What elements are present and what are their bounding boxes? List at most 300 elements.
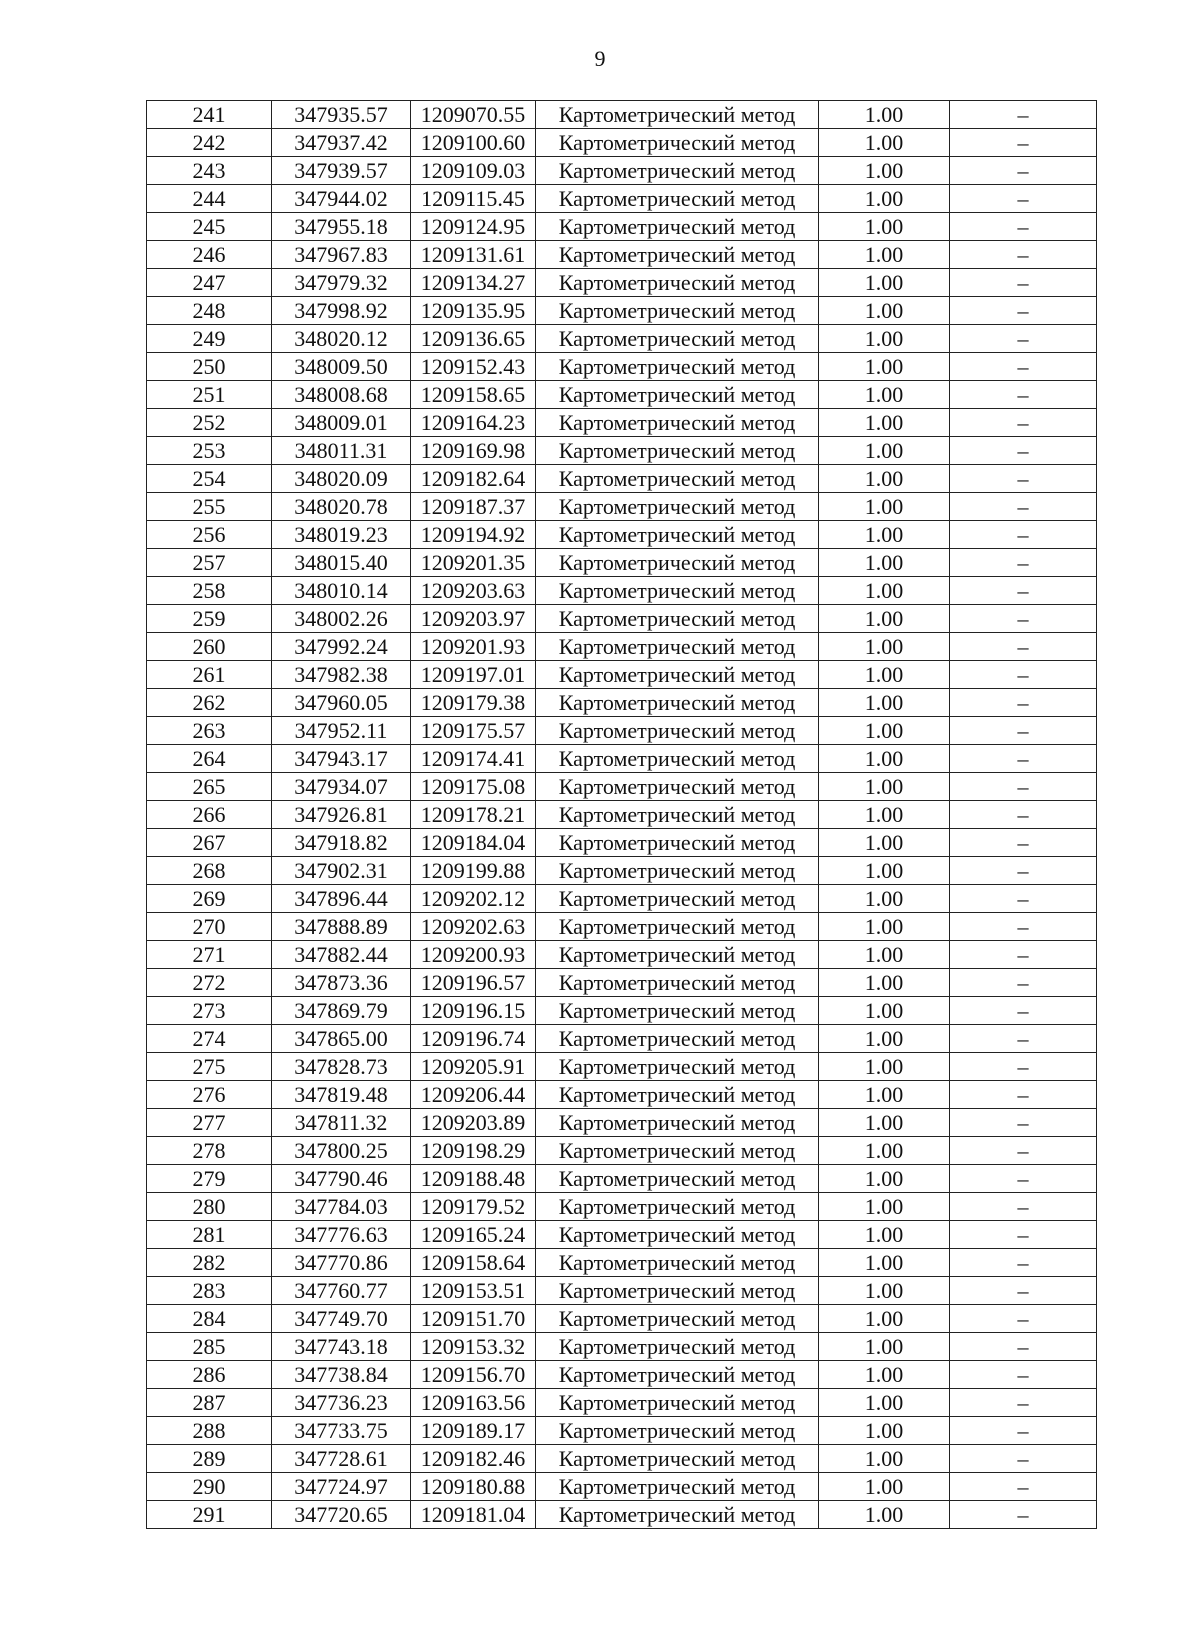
description-cell: – bbox=[950, 241, 1097, 269]
x-coordinate-cell: 347865.00 bbox=[272, 1025, 411, 1053]
table-row bbox=[147, 997, 1097, 1025]
y-coordinate-cell: 1209198.29 bbox=[411, 1137, 536, 1165]
y-coordinate-cell: 1209131.61 bbox=[411, 241, 536, 269]
x-coordinate-cell: 347882.44 bbox=[272, 941, 411, 969]
point-number-cell: 263 bbox=[147, 717, 272, 745]
y-coordinate-cell: 1209203.97 bbox=[411, 605, 536, 633]
table-row bbox=[147, 1109, 1097, 1137]
description-cell: – bbox=[950, 1081, 1097, 1109]
description-cell: – bbox=[950, 1193, 1097, 1221]
description-cell: – bbox=[950, 353, 1097, 381]
description-cell: – bbox=[950, 1389, 1097, 1417]
description-cell: – bbox=[950, 941, 1097, 969]
method-cell: Картометрический метод bbox=[536, 1417, 819, 1445]
coordinates-table bbox=[146, 100, 1097, 1529]
x-coordinate-cell: 347888.89 bbox=[272, 913, 411, 941]
description-cell: – bbox=[950, 1165, 1097, 1193]
y-coordinate-cell: 1209100.60 bbox=[411, 129, 536, 157]
table-row bbox=[147, 1417, 1097, 1445]
y-coordinate-cell: 1209182.46 bbox=[411, 1445, 536, 1473]
table-row bbox=[147, 1221, 1097, 1249]
description-cell: – bbox=[950, 409, 1097, 437]
x-coordinate-cell: 347738.84 bbox=[272, 1361, 411, 1389]
table-row bbox=[147, 1249, 1097, 1277]
point-number-cell: 259 bbox=[147, 605, 272, 633]
method-cell: Картометрический метод bbox=[536, 297, 819, 325]
y-coordinate-cell: 1209188.48 bbox=[411, 1165, 536, 1193]
y-coordinate-cell: 1209152.43 bbox=[411, 353, 536, 381]
accuracy-cell: 1.00 bbox=[819, 465, 950, 493]
point-number-cell: 291 bbox=[147, 1501, 272, 1529]
accuracy-cell: 1.00 bbox=[819, 605, 950, 633]
point-number-cell: 261 bbox=[147, 661, 272, 689]
description-cell: – bbox=[950, 493, 1097, 521]
x-coordinate-cell: 347934.07 bbox=[272, 773, 411, 801]
accuracy-cell: 1.00 bbox=[819, 297, 950, 325]
description-cell: – bbox=[950, 1445, 1097, 1473]
y-coordinate-cell: 1209174.41 bbox=[411, 745, 536, 773]
point-number-cell: 267 bbox=[147, 829, 272, 857]
y-coordinate-cell: 1209158.64 bbox=[411, 1249, 536, 1277]
y-coordinate-cell: 1209178.21 bbox=[411, 801, 536, 829]
table-row bbox=[147, 493, 1097, 521]
description-cell: – bbox=[950, 1109, 1097, 1137]
y-coordinate-cell: 1209153.51 bbox=[411, 1277, 536, 1305]
x-coordinate-cell: 347943.17 bbox=[272, 745, 411, 773]
y-coordinate-cell: 1209181.04 bbox=[411, 1501, 536, 1529]
x-coordinate-cell: 348008.68 bbox=[272, 381, 411, 409]
method-cell: Картометрический метод bbox=[536, 129, 819, 157]
y-coordinate-cell: 1209196.74 bbox=[411, 1025, 536, 1053]
x-coordinate-cell: 347939.57 bbox=[272, 157, 411, 185]
x-coordinate-cell: 347736.23 bbox=[272, 1389, 411, 1417]
accuracy-cell: 1.00 bbox=[819, 745, 950, 773]
point-number-cell: 288 bbox=[147, 1417, 272, 1445]
accuracy-cell: 1.00 bbox=[819, 185, 950, 213]
table-row bbox=[147, 689, 1097, 717]
method-cell: Картометрический метод bbox=[536, 633, 819, 661]
x-coordinate-cell: 347733.75 bbox=[272, 1417, 411, 1445]
accuracy-cell: 1.00 bbox=[819, 1361, 950, 1389]
table-row bbox=[147, 549, 1097, 577]
x-coordinate-cell: 347944.02 bbox=[272, 185, 411, 213]
method-cell: Картометрический метод bbox=[536, 213, 819, 241]
method-cell: Картометрический метод bbox=[536, 1025, 819, 1053]
method-cell: Картометрический метод bbox=[536, 745, 819, 773]
method-cell: Картометрический метод bbox=[536, 661, 819, 689]
description-cell: – bbox=[950, 1501, 1097, 1529]
point-number-cell: 243 bbox=[147, 157, 272, 185]
table-row bbox=[147, 185, 1097, 213]
method-cell: Картометрический метод bbox=[536, 997, 819, 1025]
point-number-cell: 284 bbox=[147, 1305, 272, 1333]
table-row bbox=[147, 1389, 1097, 1417]
accuracy-cell: 1.00 bbox=[819, 1221, 950, 1249]
point-number-cell: 260 bbox=[147, 633, 272, 661]
method-cell: Картометрический метод bbox=[536, 1053, 819, 1081]
x-coordinate-cell: 347760.77 bbox=[272, 1277, 411, 1305]
table-row bbox=[147, 269, 1097, 297]
accuracy-cell: 1.00 bbox=[819, 101, 950, 129]
x-coordinate-cell: 347992.24 bbox=[272, 633, 411, 661]
table-row bbox=[147, 325, 1097, 353]
accuracy-cell: 1.00 bbox=[819, 1109, 950, 1137]
accuracy-cell: 1.00 bbox=[819, 1053, 950, 1081]
x-coordinate-cell: 347998.92 bbox=[272, 297, 411, 325]
y-coordinate-cell: 1209165.24 bbox=[411, 1221, 536, 1249]
accuracy-cell: 1.00 bbox=[819, 829, 950, 857]
description-cell: – bbox=[950, 1249, 1097, 1277]
y-coordinate-cell: 1209200.93 bbox=[411, 941, 536, 969]
point-number-cell: 258 bbox=[147, 577, 272, 605]
accuracy-cell: 1.00 bbox=[819, 521, 950, 549]
point-number-cell: 281 bbox=[147, 1221, 272, 1249]
x-coordinate-cell: 347873.36 bbox=[272, 969, 411, 997]
y-coordinate-cell: 1209203.63 bbox=[411, 577, 536, 605]
y-coordinate-cell: 1209182.64 bbox=[411, 465, 536, 493]
y-coordinate-cell: 1209136.65 bbox=[411, 325, 536, 353]
method-cell: Картометрический метод bbox=[536, 269, 819, 297]
method-cell: Картометрический метод bbox=[536, 1221, 819, 1249]
point-number-cell: 290 bbox=[147, 1473, 272, 1501]
accuracy-cell: 1.00 bbox=[819, 913, 950, 941]
y-coordinate-cell: 1209124.95 bbox=[411, 213, 536, 241]
x-coordinate-cell: 347926.81 bbox=[272, 801, 411, 829]
method-cell: Картометрический метод bbox=[536, 857, 819, 885]
point-number-cell: 279 bbox=[147, 1165, 272, 1193]
table-row bbox=[147, 1305, 1097, 1333]
x-coordinate-cell: 347776.63 bbox=[272, 1221, 411, 1249]
x-coordinate-cell: 348015.40 bbox=[272, 549, 411, 577]
accuracy-cell: 1.00 bbox=[819, 157, 950, 185]
method-cell: Картометрический метод bbox=[536, 577, 819, 605]
accuracy-cell: 1.00 bbox=[819, 493, 950, 521]
method-cell: Картометрический метод bbox=[536, 941, 819, 969]
x-coordinate-cell: 348011.31 bbox=[272, 437, 411, 465]
method-cell: Картометрический метод bbox=[536, 605, 819, 633]
y-coordinate-cell: 1209134.27 bbox=[411, 269, 536, 297]
method-cell: Картометрический метод bbox=[536, 1109, 819, 1137]
y-coordinate-cell: 1209179.52 bbox=[411, 1193, 536, 1221]
accuracy-cell: 1.00 bbox=[819, 857, 950, 885]
point-number-cell: 246 bbox=[147, 241, 272, 269]
page-number: 9 bbox=[594, 46, 606, 71]
description-cell: – bbox=[950, 689, 1097, 717]
method-cell: Картометрический метод bbox=[536, 493, 819, 521]
point-number-cell: 251 bbox=[147, 381, 272, 409]
table-row bbox=[147, 465, 1097, 493]
point-number-cell: 275 bbox=[147, 1053, 272, 1081]
point-number-cell: 283 bbox=[147, 1277, 272, 1305]
method-cell: Картометрический метод bbox=[536, 913, 819, 941]
method-cell: Картометрический метод bbox=[536, 1445, 819, 1473]
accuracy-cell: 1.00 bbox=[819, 1445, 950, 1473]
description-cell: – bbox=[950, 857, 1097, 885]
method-cell: Картометрический метод bbox=[536, 689, 819, 717]
y-coordinate-cell: 1209189.17 bbox=[411, 1417, 536, 1445]
description-cell: – bbox=[950, 465, 1097, 493]
accuracy-cell: 1.00 bbox=[819, 1025, 950, 1053]
description-cell: – bbox=[950, 829, 1097, 857]
description-cell: – bbox=[950, 185, 1097, 213]
accuracy-cell: 1.00 bbox=[819, 885, 950, 913]
description-cell: – bbox=[950, 1053, 1097, 1081]
description-cell: – bbox=[950, 745, 1097, 773]
y-coordinate-cell: 1209164.23 bbox=[411, 409, 536, 437]
description-cell: – bbox=[950, 1305, 1097, 1333]
method-cell: Картометрический метод bbox=[536, 437, 819, 465]
point-number-cell: 289 bbox=[147, 1445, 272, 1473]
method-cell: Картометрический метод bbox=[536, 1249, 819, 1277]
x-coordinate-cell: 347720.65 bbox=[272, 1501, 411, 1529]
x-coordinate-cell: 347790.46 bbox=[272, 1165, 411, 1193]
x-coordinate-cell: 347743.18 bbox=[272, 1333, 411, 1361]
accuracy-cell: 1.00 bbox=[819, 1081, 950, 1109]
point-number-cell: 247 bbox=[147, 269, 272, 297]
table-row bbox=[147, 857, 1097, 885]
point-number-cell: 250 bbox=[147, 353, 272, 381]
x-coordinate-cell: 347828.73 bbox=[272, 1053, 411, 1081]
y-coordinate-cell: 1209115.45 bbox=[411, 185, 536, 213]
method-cell: Картометрический метод bbox=[536, 409, 819, 437]
accuracy-cell: 1.00 bbox=[819, 689, 950, 717]
description-cell: – bbox=[950, 969, 1097, 997]
accuracy-cell: 1.00 bbox=[819, 1501, 950, 1529]
y-coordinate-cell: 1209153.32 bbox=[411, 1333, 536, 1361]
method-cell: Картометрический метод bbox=[536, 969, 819, 997]
y-coordinate-cell: 1209135.95 bbox=[411, 297, 536, 325]
accuracy-cell: 1.00 bbox=[819, 661, 950, 689]
description-cell: – bbox=[950, 1473, 1097, 1501]
description-cell: – bbox=[950, 661, 1097, 689]
x-coordinate-cell: 347811.32 bbox=[272, 1109, 411, 1137]
x-coordinate-cell: 347770.86 bbox=[272, 1249, 411, 1277]
description-cell: – bbox=[950, 437, 1097, 465]
accuracy-cell: 1.00 bbox=[819, 1333, 950, 1361]
point-number-cell: 273 bbox=[147, 997, 272, 1025]
table-row bbox=[147, 633, 1097, 661]
y-coordinate-cell: 1209151.70 bbox=[411, 1305, 536, 1333]
accuracy-cell: 1.00 bbox=[819, 1277, 950, 1305]
table-row bbox=[147, 157, 1097, 185]
method-cell: Картометрический метод bbox=[536, 1361, 819, 1389]
description-cell: – bbox=[950, 1361, 1097, 1389]
description-cell: – bbox=[950, 1137, 1097, 1165]
point-number-cell: 241 bbox=[147, 101, 272, 129]
table-row bbox=[147, 969, 1097, 997]
table-row bbox=[147, 1193, 1097, 1221]
x-coordinate-cell: 347724.97 bbox=[272, 1473, 411, 1501]
description-cell: – bbox=[950, 913, 1097, 941]
point-number-cell: 287 bbox=[147, 1389, 272, 1417]
method-cell: Картометрический метод bbox=[536, 717, 819, 745]
table-row bbox=[147, 129, 1097, 157]
x-coordinate-cell: 347952.11 bbox=[272, 717, 411, 745]
method-cell: Картометрический метод bbox=[536, 885, 819, 913]
y-coordinate-cell: 1209187.37 bbox=[411, 493, 536, 521]
table-row bbox=[147, 1277, 1097, 1305]
method-cell: Картометрический метод bbox=[536, 1165, 819, 1193]
x-coordinate-cell: 347937.42 bbox=[272, 129, 411, 157]
method-cell: Картометрический метод bbox=[536, 185, 819, 213]
table-row bbox=[147, 1501, 1097, 1529]
y-coordinate-cell: 1209163.56 bbox=[411, 1389, 536, 1417]
y-coordinate-cell: 1209175.08 bbox=[411, 773, 536, 801]
point-number-cell: 264 bbox=[147, 745, 272, 773]
accuracy-cell: 1.00 bbox=[819, 577, 950, 605]
method-cell: Картометрический метод bbox=[536, 1277, 819, 1305]
table-row bbox=[147, 409, 1097, 437]
accuracy-cell: 1.00 bbox=[819, 269, 950, 297]
table-row bbox=[147, 801, 1097, 829]
y-coordinate-cell: 1209158.65 bbox=[411, 381, 536, 409]
description-cell: – bbox=[950, 1221, 1097, 1249]
y-coordinate-cell: 1209184.04 bbox=[411, 829, 536, 857]
y-coordinate-cell: 1209175.57 bbox=[411, 717, 536, 745]
table-row bbox=[147, 941, 1097, 969]
accuracy-cell: 1.00 bbox=[819, 941, 950, 969]
x-coordinate-cell: 348009.50 bbox=[272, 353, 411, 381]
accuracy-cell: 1.00 bbox=[819, 129, 950, 157]
point-number-cell: 265 bbox=[147, 773, 272, 801]
accuracy-cell: 1.00 bbox=[819, 1389, 950, 1417]
point-number-cell: 266 bbox=[147, 801, 272, 829]
method-cell: Картометрический метод bbox=[536, 829, 819, 857]
table-row bbox=[147, 381, 1097, 409]
description-cell: – bbox=[950, 297, 1097, 325]
table-row bbox=[147, 885, 1097, 913]
table-row bbox=[147, 1165, 1097, 1193]
y-coordinate-cell: 1209156.70 bbox=[411, 1361, 536, 1389]
point-number-cell: 262 bbox=[147, 689, 272, 717]
point-number-cell: 270 bbox=[147, 913, 272, 941]
description-cell: – bbox=[950, 101, 1097, 129]
table-row bbox=[147, 1361, 1097, 1389]
coordinates-table-body bbox=[147, 101, 1097, 1529]
accuracy-cell: 1.00 bbox=[819, 213, 950, 241]
table-row bbox=[147, 1445, 1097, 1473]
accuracy-cell: 1.00 bbox=[819, 717, 950, 745]
accuracy-cell: 1.00 bbox=[819, 1473, 950, 1501]
y-coordinate-cell: 1209201.35 bbox=[411, 549, 536, 577]
y-coordinate-cell: 1209180.88 bbox=[411, 1473, 536, 1501]
description-cell: – bbox=[950, 633, 1097, 661]
table-row bbox=[147, 1473, 1097, 1501]
y-coordinate-cell: 1209205.91 bbox=[411, 1053, 536, 1081]
description-cell: – bbox=[950, 773, 1097, 801]
x-coordinate-cell: 347979.32 bbox=[272, 269, 411, 297]
x-coordinate-cell: 347800.25 bbox=[272, 1137, 411, 1165]
accuracy-cell: 1.00 bbox=[819, 437, 950, 465]
x-coordinate-cell: 347918.82 bbox=[272, 829, 411, 857]
point-number-cell: 277 bbox=[147, 1109, 272, 1137]
method-cell: Картометрический метод bbox=[536, 1081, 819, 1109]
method-cell: Картометрический метод bbox=[536, 1473, 819, 1501]
accuracy-cell: 1.00 bbox=[819, 241, 950, 269]
x-coordinate-cell: 347896.44 bbox=[272, 885, 411, 913]
table-row bbox=[147, 605, 1097, 633]
table-row bbox=[147, 353, 1097, 381]
description-cell: – bbox=[950, 1277, 1097, 1305]
table-row bbox=[147, 1333, 1097, 1361]
point-number-cell: 253 bbox=[147, 437, 272, 465]
method-cell: Картометрический метод bbox=[536, 1305, 819, 1333]
description-cell: – bbox=[950, 1333, 1097, 1361]
accuracy-cell: 1.00 bbox=[819, 1417, 950, 1445]
description-cell: – bbox=[950, 1417, 1097, 1445]
method-cell: Картометрический метод bbox=[536, 1193, 819, 1221]
accuracy-cell: 1.00 bbox=[819, 549, 950, 577]
accuracy-cell: 1.00 bbox=[819, 409, 950, 437]
x-coordinate-cell: 347982.38 bbox=[272, 661, 411, 689]
x-coordinate-cell: 347935.57 bbox=[272, 101, 411, 129]
x-coordinate-cell: 347960.05 bbox=[272, 689, 411, 717]
accuracy-cell: 1.00 bbox=[819, 773, 950, 801]
point-number-cell: 249 bbox=[147, 325, 272, 353]
point-number-cell: 242 bbox=[147, 129, 272, 157]
method-cell: Картометрический метод bbox=[536, 241, 819, 269]
x-coordinate-cell: 348019.23 bbox=[272, 521, 411, 549]
table-row bbox=[147, 773, 1097, 801]
accuracy-cell: 1.00 bbox=[819, 801, 950, 829]
table-row bbox=[147, 1025, 1097, 1053]
description-cell: – bbox=[950, 213, 1097, 241]
x-coordinate-cell: 348010.14 bbox=[272, 577, 411, 605]
accuracy-cell: 1.00 bbox=[819, 997, 950, 1025]
y-coordinate-cell: 1209179.38 bbox=[411, 689, 536, 717]
point-number-cell: 256 bbox=[147, 521, 272, 549]
x-coordinate-cell: 347784.03 bbox=[272, 1193, 411, 1221]
point-number-cell: 268 bbox=[147, 857, 272, 885]
point-number-cell: 276 bbox=[147, 1081, 272, 1109]
description-cell: – bbox=[950, 801, 1097, 829]
point-number-cell: 280 bbox=[147, 1193, 272, 1221]
table-row bbox=[147, 241, 1097, 269]
point-number-cell: 282 bbox=[147, 1249, 272, 1277]
y-coordinate-cell: 1209202.12 bbox=[411, 885, 536, 913]
point-number-cell: 272 bbox=[147, 969, 272, 997]
x-coordinate-cell: 348020.09 bbox=[272, 465, 411, 493]
x-coordinate-cell: 348020.12 bbox=[272, 325, 411, 353]
table-row bbox=[147, 1081, 1097, 1109]
method-cell: Картометрический метод bbox=[536, 801, 819, 829]
table-row bbox=[147, 717, 1097, 745]
method-cell: Картометрический метод bbox=[536, 465, 819, 493]
x-coordinate-cell: 347955.18 bbox=[272, 213, 411, 241]
x-coordinate-cell: 347902.31 bbox=[272, 857, 411, 885]
table-row bbox=[147, 213, 1097, 241]
point-number-cell: 286 bbox=[147, 1361, 272, 1389]
method-cell: Картометрический метод bbox=[536, 381, 819, 409]
y-coordinate-cell: 1209201.93 bbox=[411, 633, 536, 661]
description-cell: – bbox=[950, 325, 1097, 353]
table-row bbox=[147, 101, 1097, 129]
y-coordinate-cell: 1209169.98 bbox=[411, 437, 536, 465]
y-coordinate-cell: 1209203.89 bbox=[411, 1109, 536, 1137]
x-coordinate-cell: 348020.78 bbox=[272, 493, 411, 521]
y-coordinate-cell: 1209109.03 bbox=[411, 157, 536, 185]
accuracy-cell: 1.00 bbox=[819, 633, 950, 661]
method-cell: Картометрический метод bbox=[536, 325, 819, 353]
point-number-cell: 278 bbox=[147, 1137, 272, 1165]
accuracy-cell: 1.00 bbox=[819, 969, 950, 997]
accuracy-cell: 1.00 bbox=[819, 1249, 950, 1277]
description-cell: – bbox=[950, 549, 1097, 577]
y-coordinate-cell: 1209197.01 bbox=[411, 661, 536, 689]
point-number-cell: 274 bbox=[147, 1025, 272, 1053]
y-coordinate-cell: 1209202.63 bbox=[411, 913, 536, 941]
table-row bbox=[147, 829, 1097, 857]
